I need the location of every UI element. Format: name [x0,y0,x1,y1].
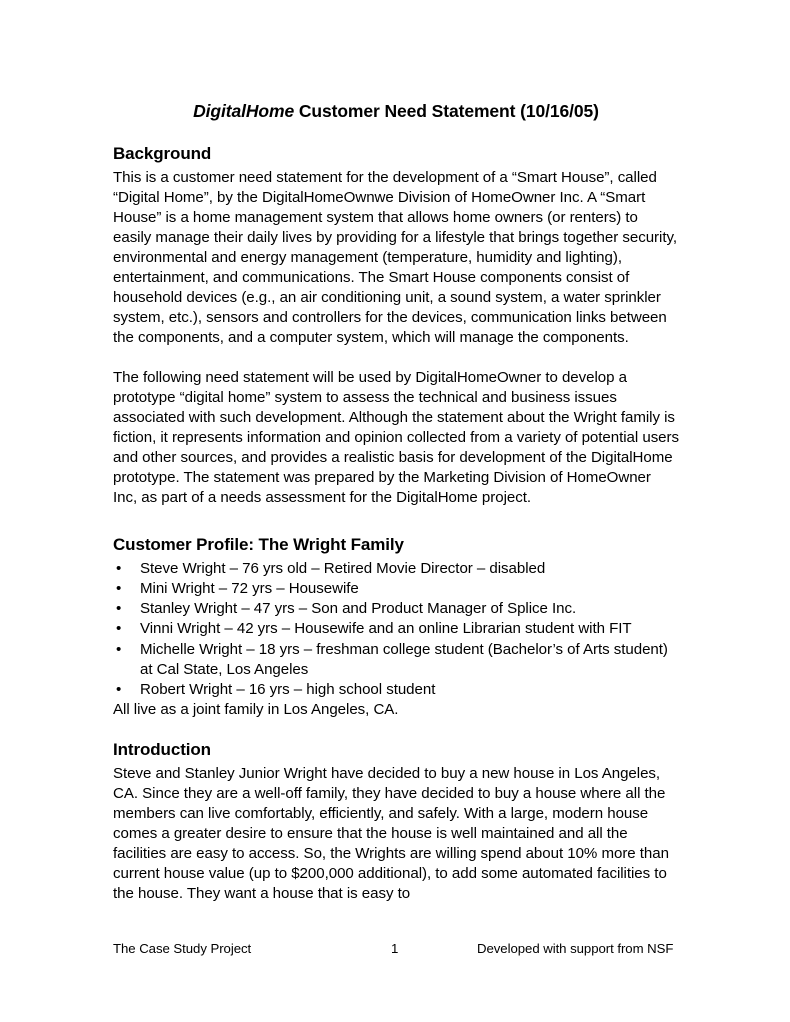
introduction-paragraph-1: Steve and Stanley Junior Wright have decided to buy a new house in Los Angeles, CA. Since they are a well-off family, they have decided to buy a house where all the members can live comfortably, efficiently, and safely. With a large, modern house comes a greater desire to ensure that the house is well maintained and all the facilities are easy to access. So, the Wrights are willing spend about 10% more than current house value (up to $200,000 additional), to add some automated facilities to the house. They want a house that is easy to [113,764,669,903]
bullet-icon: • [116,620,122,638]
bullet-icon: • [116,580,122,598]
list-item-label: Steve Wright – 76 yrs old – Retired Movie Director – disabled [140,560,546,578]
list-item-label: Mini Wright – 72 yrs – Housewife [140,580,359,598]
list-item [113,579,679,599]
page-title [113,100,679,123]
list-item-label: Michelle Wright – 18 yrs – freshman college student (Bachelor’s of Arts student) at Cal State, Los Angeles [140,640,668,678]
page-title-rest: Customer Need Statement (10/16/05) [294,101,599,121]
list-item-label: Stanley Wright – 47 yrs – Son and Product Manager of Splice Inc. [140,600,577,618]
background-paragraph-1: This is a customer need statement for the development of a “Smart House”, called “Digital Home”, by the DigitalHomeOwnwe Division of HomeOwner Inc. A “Smart House” is a home management system that allows home owners (or renters) to easily manage their daily lives by providing for a lifestyle that brings together security, environmental and energy management (temperature, humidity and lighting), entertainment, and communications. The Smart House components consist of household devices (e.g., an air conditioning unit, a sound system, a water sprinkler system, etc.), sensors and controllers for the devices, communication links between the components, and a computer system, which will manage the components. [113,168,677,347]
page-title-brand: DigitalHome [193,101,295,121]
footer-page-number: 1 [391,941,399,956]
document-body [113,100,679,904]
section-heading-customer-profile: Customer Profile: The Wright Family [113,535,404,555]
list-item [113,619,679,639]
customer-profile-list [113,559,679,700]
list-item [113,599,679,619]
list-item [113,680,679,700]
section-heading-introduction: Introduction [113,739,211,759]
list-item [113,640,679,680]
list-item-label: Robert Wright – 16 yrs – high school student [140,680,436,698]
section-heading-background: Background [113,143,212,163]
list-item [113,559,679,579]
customer-profile-closing-note: All live as a joint family in Los Angeles, CA. [113,700,399,718]
list-item-label: Vinni Wright – 42 yrs – Housewife and an online Librarian student with FIT [140,620,632,638]
bullet-icon: • [116,560,122,578]
footer-left-text: The Case Study Project [113,941,252,956]
bullet-icon: • [116,640,122,658]
bullet-icon: • [116,600,122,618]
footer-right-text: Developed with support from NSF [477,941,674,956]
background-paragraph-2: The following need statement will be used by DigitalHomeOwner to develop a prototype “digital home” system to assess the technical and business issues associated with such development. Although the statement about the Wright family is fiction, it represents information and opinion collected from a variety of potential users and other sources, and provides a realistic basis for development of the DigitalHome prototype. The statement was prepared by the Marketing Division of HomeOwner Inc, as part of a needs assessment for the DigitalHome project. [113,368,680,507]
bullet-icon: • [116,680,122,698]
